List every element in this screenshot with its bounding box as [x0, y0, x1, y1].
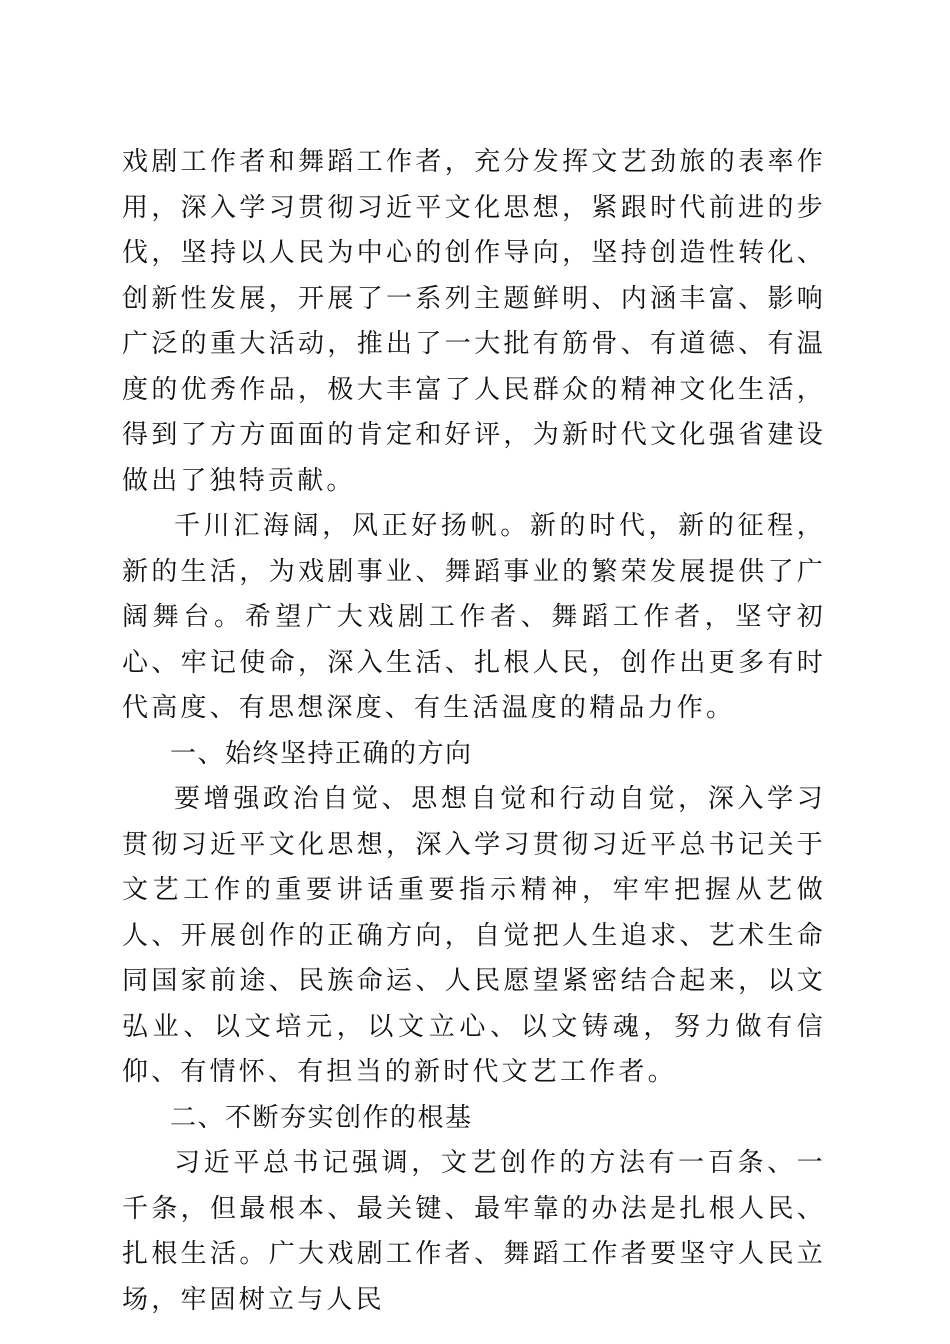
section-1-heading: 一、始终坚持正确的方向: [170, 738, 473, 769]
section-2-heading: 二、不断夯实创作的根基: [170, 1102, 473, 1133]
section-2-body: 习近平总书记强调，文艺创作的方法有一百条、一千条，但最根本、最关键、最牢靠的办法是扎根人民、扎根生活。广大戏剧工作者、舞蹈工作者要坚守人民立场，牢固树立与人民: [122, 1148, 826, 1315]
section-1-body: 要增强政治自觉、思想自觉和行动自觉，深入学习贯彻习近平文化思想，深入学习贯彻习近平总书记关于文艺工作的重要讲话重要指示精神，牢牢把握从艺做人、开展创作的正确方向，自觉把人生追求、艺术生命同国家前途、民族命运、人民愿望紧密结合起来，以文弘业、以文培元，以文立心、以文铸魂，努力做有信仰、有情怀、有担当的新时代文艺工作者。: [122, 784, 826, 1087]
paragraph-hope: 千川汇海阔，风正好扬帆。新的时代，新的征程，新的生活，为戏剧事业、舞蹈事业的繁荣发展提供了广阔舞台。希望广大戏剧工作者、舞蹈工作者，坚守初心、牢记使命，深入生活、扎根人民，创作出更多有时代高度、有思想深度、有生活温度的精品力作。: [122, 511, 826, 723]
document-body: [122, 140, 826, 1323]
paragraph-continuation: 戏剧工作者和舞蹈工作者，充分发挥文艺劲旅的表率作用，深入学习贯彻习近平文化思想，紧跟时代前进的步伐，坚持以人民为中心的创作导向，坚持创造性转化、创新性发展，开展了一系列主题鲜明、内涵丰富、影响广泛的重大活动，推出了一大批有筋骨、有道德、有温度的优秀作品，极大丰富了人民群众的精神文化生活，得到了方方面面的肯定和好评，为新时代文化强省建设做出了独特贡献。: [122, 147, 826, 496]
